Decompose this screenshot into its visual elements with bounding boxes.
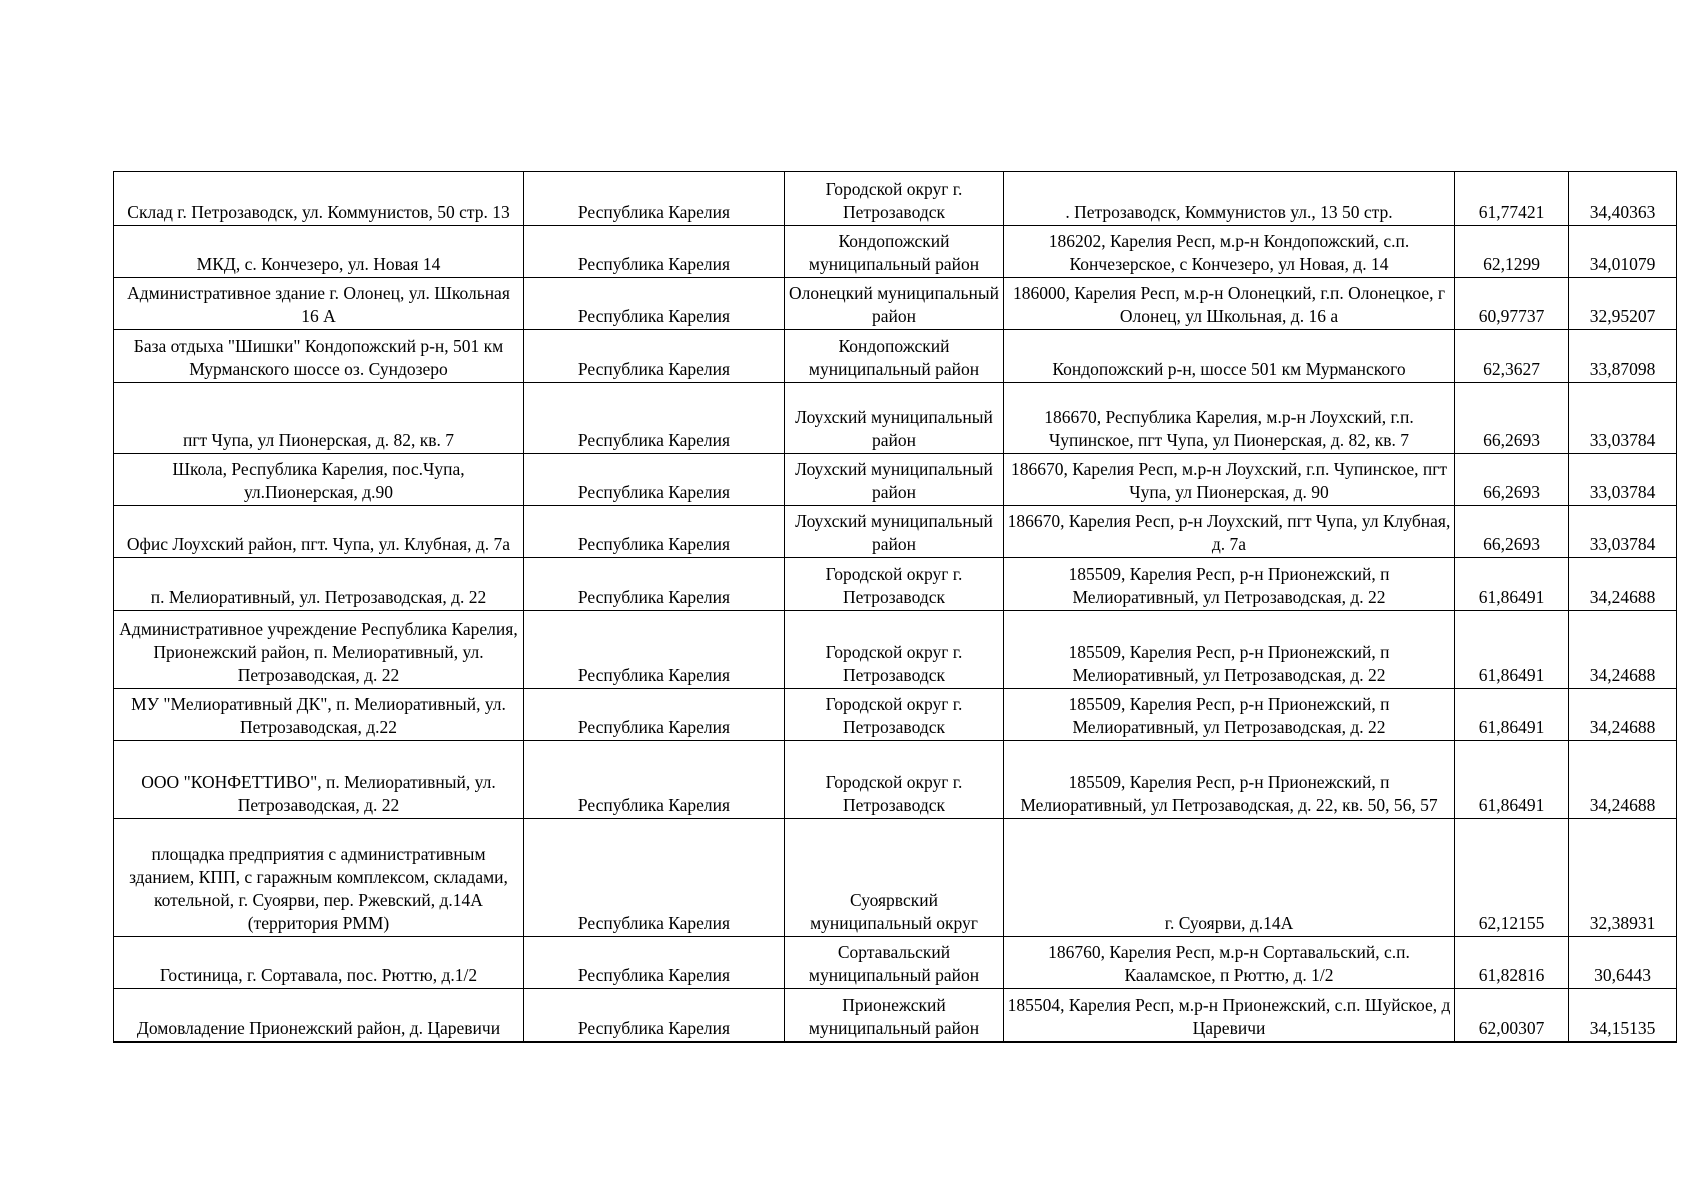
municipality-cell: Суоярвский муниципальный округ <box>785 819 1004 937</box>
object-name-cell: Склад г. Петрозаводск, ул. Коммунистов, 50 стр. 13 <box>114 172 524 226</box>
address-cell: 186670, Карелия Респ, р-н Лоухский, пгт Чупа, ул Клубная, д. 7а <box>1004 506 1455 558</box>
municipality-cell: Лоухский муниципальный район <box>785 506 1004 558</box>
municipality-cell: Олонецкий муниципальный район <box>785 278 1004 330</box>
table-row <box>114 226 1677 278</box>
longitude-cell: 34,40363 <box>1569 172 1677 226</box>
latitude-cell: 66,2693 <box>1455 506 1569 558</box>
longitude-cell: 34,24688 <box>1569 611 1677 689</box>
latitude-cell: 61,86491 <box>1455 611 1569 689</box>
address-cell: Кондопожский р-н, шоссе 501 км Мурманского <box>1004 330 1455 383</box>
object-name-cell: п. Мелиоративный, ул. Петрозаводская, д. 22 <box>114 558 524 611</box>
object-name-cell: Административное здание г. Олонец, ул. Школьная 16 А <box>114 278 524 330</box>
table-row <box>114 383 1677 454</box>
address-cell: 186202, Карелия Респ, м.р-н Кондопожский, с.п. Кончезерское, с Кончезеро, ул Новая, д. 14 <box>1004 226 1455 278</box>
longitude-cell: 33,03784 <box>1569 454 1677 506</box>
longitude-cell: 34,15135 <box>1569 989 1677 1042</box>
longitude-cell: 32,38931 <box>1569 819 1677 937</box>
latitude-cell: 61,86491 <box>1455 689 1569 741</box>
object-name-cell: Административное учреждение Республика Карелия, Прионежский район, п. Мелиоративный, ул. Петрозаводская, д. 22 <box>114 611 524 689</box>
object-name-cell: площадка предприятия с административным зданием, КПП, с гаражным комплексом, складами, котельной, г. Суоярви, пер. Ржевский, д.14А (территория РММ) <box>114 819 524 937</box>
object-name-cell: База отдыха "Шишки" Кондопожский р-н, 501 км Мурманского шоссе оз. Сундозеро <box>114 330 524 383</box>
table-row <box>114 454 1677 506</box>
latitude-cell: 62,00307 <box>1455 989 1569 1042</box>
region-cell: Республика Карелия <box>524 383 785 454</box>
object-name-cell: Гостиница, г. Сортавала, пос. Рюттю, д.1/2 <box>114 937 524 989</box>
table-row <box>114 937 1677 989</box>
address-cell: г. Суоярви, д.14А <box>1004 819 1455 937</box>
region-cell: Республика Карелия <box>524 506 785 558</box>
table-row <box>114 989 1677 1042</box>
municipality-cell: Сортавальский муниципальный район <box>785 937 1004 989</box>
table-row <box>114 689 1677 741</box>
municipality-cell: Городской округ г. Петрозаводск <box>785 172 1004 226</box>
municipality-cell: Городской округ г. Петрозаводск <box>785 689 1004 741</box>
latitude-cell: 62,1299 <box>1455 226 1569 278</box>
longitude-cell: 34,24688 <box>1569 689 1677 741</box>
table-row <box>114 506 1677 558</box>
municipality-cell: Прионежский муниципальный район <box>785 989 1004 1042</box>
latitude-cell: 66,2693 <box>1455 454 1569 506</box>
address-cell: 185504, Карелия Респ, м.р-н Прионежский, с.п. Шуйское, д Царевичи <box>1004 989 1455 1042</box>
table-row <box>114 172 1677 226</box>
region-cell: Республика Карелия <box>524 741 785 819</box>
region-cell: Республика Карелия <box>524 330 785 383</box>
latitude-cell: 62,12155 <box>1455 819 1569 937</box>
table-row <box>114 330 1677 383</box>
latitude-cell: 66,2693 <box>1455 383 1569 454</box>
address-cell: 186760, Карелия Респ, м.р-н Сортавальский, с.п. Кааламское, п Рюттю, д. 1/2 <box>1004 937 1455 989</box>
region-cell: Республика Карелия <box>524 454 785 506</box>
municipality-cell: Лоухский муниципальный район <box>785 383 1004 454</box>
address-cell: 185509, Карелия Респ, р-н Прионежский, п Мелиоративный, ул Петрозаводская, д. 22 <box>1004 689 1455 741</box>
municipality-cell: Городской округ г. Петрозаводск <box>785 741 1004 819</box>
municipality-cell: Городской округ г. Петрозаводск <box>785 611 1004 689</box>
object-name-cell: Домовладение Прионежский район, д. Царевичи <box>114 989 524 1042</box>
latitude-cell: 62,3627 <box>1455 330 1569 383</box>
longitude-cell: 30,6443 <box>1569 937 1677 989</box>
object-name-cell: МКД, с. Кончезеро, ул. Новая 14 <box>114 226 524 278</box>
address-cell: 185509, Карелия Респ, р-н Прионежский, п Мелиоративный, ул Петрозаводская, д. 22, кв. 50, 56, 57 <box>1004 741 1455 819</box>
table-row <box>114 278 1677 330</box>
region-cell: Республика Карелия <box>524 558 785 611</box>
municipality-cell: Кондопожский муниципальный район <box>785 330 1004 383</box>
table-row <box>114 819 1677 937</box>
object-name-cell: Школа, Республика Карелия, пос.Чупа, ул.Пионерская, д.90 <box>114 454 524 506</box>
address-cell: 186670, Карелия Респ, м.р-н Лоухский, г.п. Чупинское, пгт Чупа, ул Пионерская, д. 90 <box>1004 454 1455 506</box>
object-name-cell: ООО "КОНФЕТТИВО", п. Мелиоративный, ул. Петрозаводская, д. 22 <box>114 741 524 819</box>
latitude-cell: 61,77421 <box>1455 172 1569 226</box>
longitude-cell: 34,24688 <box>1569 558 1677 611</box>
object-name-cell: Офис Лоухский район, пгт. Чупа, ул. Клубная, д. 7а <box>114 506 524 558</box>
region-cell: Республика Карелия <box>524 989 785 1042</box>
region-cell: Республика Карелия <box>524 689 785 741</box>
table-row <box>114 611 1677 689</box>
address-cell: 186000, Карелия Респ, м.р-н Олонецкий, г.п. Олонецкое, г Олонец, ул Школьная, д. 16 а <box>1004 278 1455 330</box>
object-name-cell: пгт Чупа, ул Пионерская, д. 82, кв. 7 <box>114 383 524 454</box>
table-row <box>114 558 1677 611</box>
municipality-cell: Лоухский муниципальный район <box>785 454 1004 506</box>
latitude-cell: 60,97737 <box>1455 278 1569 330</box>
address-cell: . Петрозаводск, Коммунистов ул., 13 50 стр. <box>1004 172 1455 226</box>
longitude-cell: 34,24688 <box>1569 741 1677 819</box>
municipality-cell: Городской округ г. Петрозаводск <box>785 558 1004 611</box>
table-row <box>114 741 1677 819</box>
address-cell: 186670, Республика Карелия, м.р-н Лоухский, г.п. Чупинское, пгт Чупа, ул Пионерская, д. 82, кв. 7 <box>1004 383 1455 454</box>
address-cell: 185509, Карелия Респ, р-н Прионежский, п Мелиоративный, ул Петрозаводская, д. 22 <box>1004 558 1455 611</box>
region-cell: Республика Карелия <box>524 937 785 989</box>
address-table <box>113 171 1677 1043</box>
latitude-cell: 61,82816 <box>1455 937 1569 989</box>
longitude-cell: 34,01079 <box>1569 226 1677 278</box>
region-cell: Республика Карелия <box>524 172 785 226</box>
longitude-cell: 33,87098 <box>1569 330 1677 383</box>
latitude-cell: 61,86491 <box>1455 558 1569 611</box>
region-cell: Республика Карелия <box>524 611 785 689</box>
region-cell: Республика Карелия <box>524 278 785 330</box>
municipality-cell: Кондопожский муниципальный район <box>785 226 1004 278</box>
longitude-cell: 33,03784 <box>1569 506 1677 558</box>
region-cell: Республика Карелия <box>524 819 785 937</box>
object-name-cell: МУ "Мелиоративный ДК", п. Мелиоративный, ул. Петрозаводская, д.22 <box>114 689 524 741</box>
region-cell: Республика Карелия <box>524 226 785 278</box>
latitude-cell: 61,86491 <box>1455 741 1569 819</box>
longitude-cell: 33,03784 <box>1569 383 1677 454</box>
address-cell: 185509, Карелия Респ, р-н Прионежский, п Мелиоративный, ул Петрозаводская, д. 22 <box>1004 611 1455 689</box>
longitude-cell: 32,95207 <box>1569 278 1677 330</box>
